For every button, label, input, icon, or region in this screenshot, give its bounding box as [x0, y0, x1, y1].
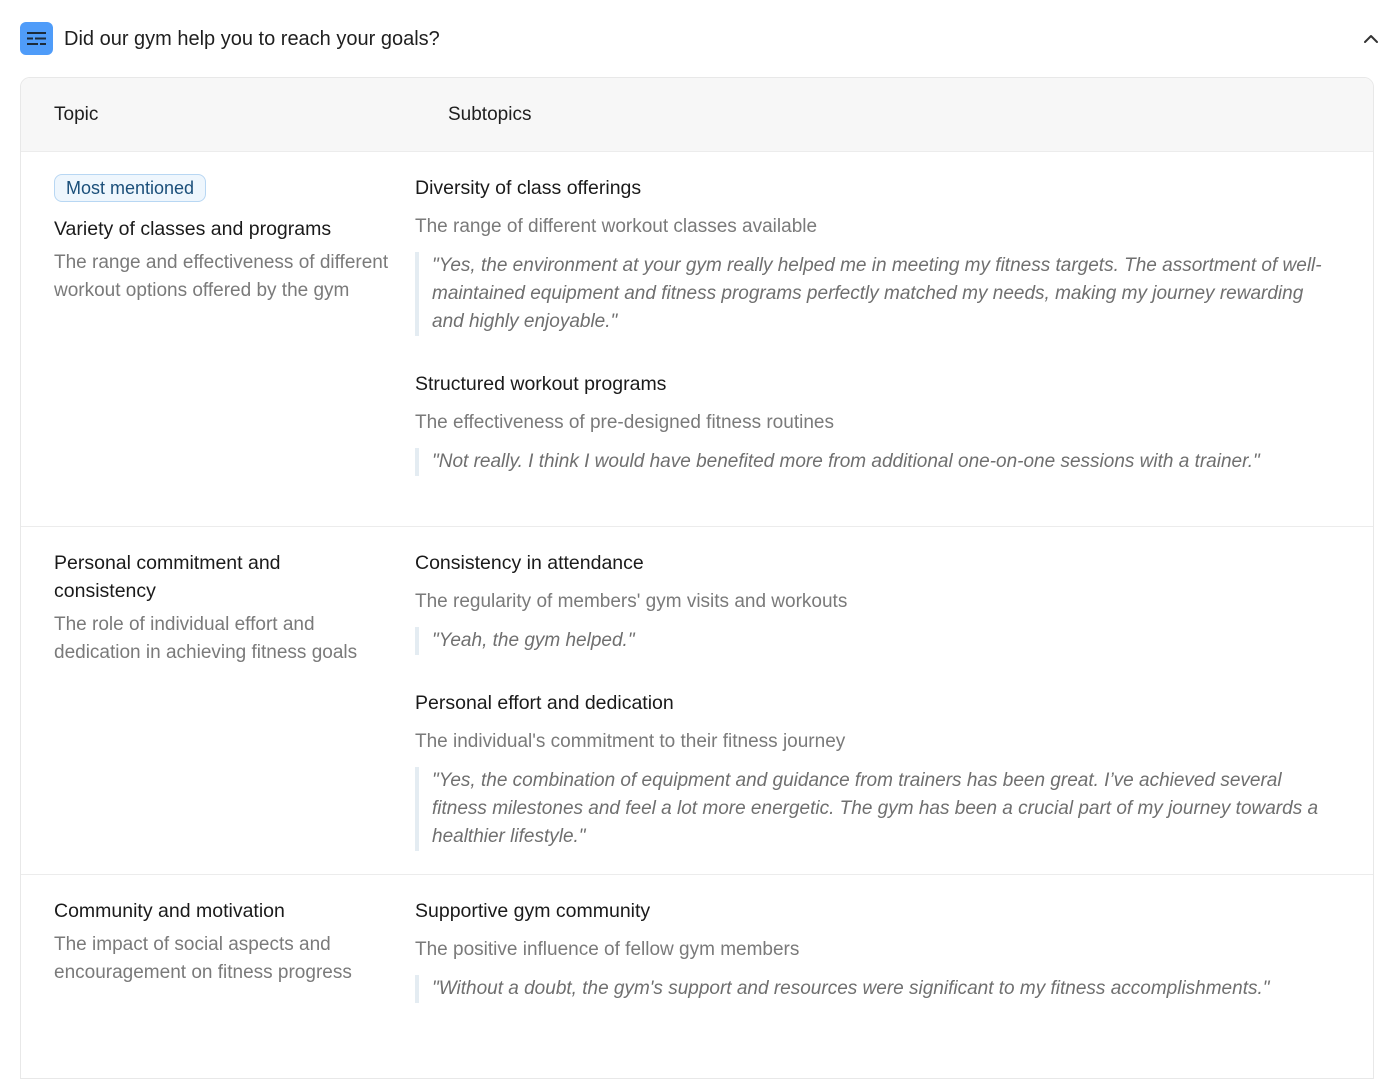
topic-cell — [21, 152, 415, 526]
subtopics-cell — [415, 527, 1373, 874]
table-row — [21, 152, 1373, 527]
subtopic-description: The individual's commitment to their fitness journey — [415, 731, 846, 752]
subtopic-description: The regularity of members' gym visits and workouts — [415, 591, 848, 612]
subtopic-quote: "Without a doubt, the gym's support and resources were significant to my fitness accomplishments." — [415, 975, 1333, 1003]
subtopic-description: The range of different workout classes available — [415, 216, 818, 237]
subtopic-description: The positive influence of fellow gym members — [415, 939, 800, 960]
subtopic-title: Diversity of class offerings — [415, 177, 642, 199]
topic-description: The impact of social aspects and encouragement on fitness progress — [54, 934, 352, 983]
topic-cell — [21, 527, 415, 874]
subtopic — [415, 370, 1333, 476]
column-header-topic: Topic — [54, 104, 99, 125]
table-row — [21, 527, 1373, 875]
topics-table — [20, 77, 1374, 1079]
subtopic-title: Personal effort and dedication — [415, 692, 674, 714]
subtopic-title: Consistency in attendance — [415, 552, 644, 574]
collapse-button[interactable] — [1358, 26, 1384, 52]
subtopics-cell — [415, 152, 1373, 526]
subtopic — [415, 897, 1333, 1003]
subtopic-quote: "Yeah, the gym helped." — [415, 627, 1333, 655]
subtopic-description: The effectiveness of pre-designed fitness routines — [415, 412, 834, 433]
subtopics-cell — [415, 875, 1373, 1025]
column-header-subtopics: Subtopics — [448, 104, 532, 125]
subtopic-title: Supportive gym community — [415, 900, 651, 922]
question-title: Did our gym help you to reach your goals? — [64, 28, 440, 50]
subtopic-quote: "Yes, the combination of equipment and guidance from trainers has been great. I’ve achieved several fitness milestones and feel a lot more energetic. The gym has been a crucial part of my journey towards a healthier lifestyle." — [415, 767, 1333, 851]
topic-description: The range and effectiveness of different workout options offered by the gym — [54, 252, 389, 301]
topic-title: Community and motivation — [54, 900, 285, 922]
most-mentioned-badge: Most mentioned — [54, 174, 206, 202]
topic-title: Personal commitment and consistency — [54, 552, 281, 602]
subtopic-quote: "Not really. I think I would have benefited more from additional one-on-one sessions with a trainer." — [415, 448, 1333, 476]
subtopic-title: Structured workout programs — [415, 373, 667, 395]
table-header — [21, 78, 1373, 152]
list-filter-icon — [20, 22, 53, 55]
subtopic — [415, 549, 1333, 655]
table-row — [21, 875, 1373, 1025]
topic-cell — [21, 875, 415, 1025]
topic-title: Variety of classes and programs — [54, 218, 332, 240]
subtopic-quote: "Yes, the environment at your gym really helped me in meeting my fitness targets. The assortment of well-maintained equipment and fitness programs perfectly matched my needs, making my journey rewarding and highly enjoyable." — [415, 252, 1333, 336]
topic-description: The role of individual effort and dedication in achieving fitness goals — [54, 614, 358, 663]
chevron-up-icon — [1363, 34, 1379, 44]
subtopic — [415, 689, 1333, 851]
subtopic — [415, 174, 1333, 336]
question-header — [0, 0, 1400, 78]
